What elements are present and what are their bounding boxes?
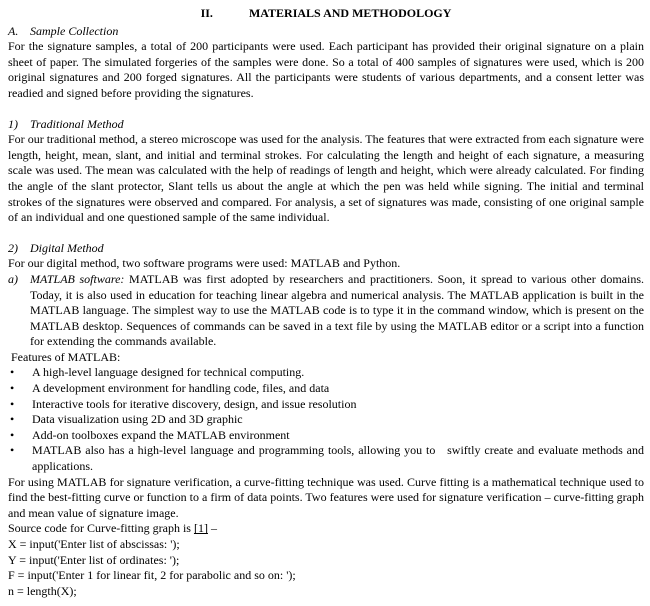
matlab-software-label: MATLAB software: xyxy=(30,271,125,286)
subsection-heading-traditional xyxy=(8,117,644,133)
subsection-letter: A. xyxy=(8,23,19,38)
bullet-icon: • xyxy=(10,412,15,427)
subsection-number: 1) xyxy=(8,116,18,131)
subsection-number: 2) xyxy=(8,240,18,255)
spacer xyxy=(8,102,644,117)
code-line: X = input('Enter list of abscissas: '); xyxy=(8,537,180,551)
code-line: F = input('Enter 1 for linear fit, 2 for parabolic and so on: '); xyxy=(8,568,296,583)
bullet-icon: • xyxy=(10,396,15,411)
list-item: • Add-on toolboxes expand the MATLAB environment xyxy=(10,427,290,442)
verification-paragraph: For using MATLAB for signature verification, a curve-fitting technique was used. Curve fitting is a mathematical technique used to find the best-fitting curve or function to a firm of data points. Two features were used for signature verification – curve-fitting graph and mean value of signature image. xyxy=(8,474,644,520)
list-item: • MATLAB also has a high-level language and programming tools, allowing you to swiftly create and evaluate methods and applications. xyxy=(10,443,647,474)
list-item: • Data visualization using 2D and 3D graphic xyxy=(10,412,243,427)
section-heading xyxy=(8,6,644,22)
subsection-title: Sample Collection xyxy=(30,23,119,38)
section-title: MATERIALS AND METHODOLOGY xyxy=(248,6,452,20)
bullet-icon: • xyxy=(10,381,15,396)
reference-link[interactable]: [1] xyxy=(193,521,208,536)
matlab-software-item xyxy=(8,272,644,350)
subsection-heading-digital xyxy=(8,241,644,257)
code-line: Y = input('Enter list of ordinates: '); xyxy=(8,552,180,567)
bullet-icon: • xyxy=(10,427,15,442)
sample-collection-paragraph: For the signature samples, a total of 200 participants were used. Each participant has provided their original signature on a plain sheet of paper. The simulated forgeries of the samples were done. So a total of 400 samples of signatures were used, which is 200 original signatures and 200 forged signatures. All the participants were students of various departments, and a consent letter was readied and signed before providing the signatures. xyxy=(8,39,644,100)
features-list xyxy=(8,365,647,474)
item-marker: a) xyxy=(8,271,18,286)
matlab-software-description: MATLAB was first adopted by researchers and practitioners. Soon, it spread to various other domains. Today, it is also used in education for teaching linear algebra and numerical analysis. The MATLAB application is built in the MATLAB language. The simplest way to use the MATLAB code is to type it in the command window, which is present on the MATLAB desktop. Sequences of commands can be saved in a text file by using the MATLAB editor or a script into a function for extending the commands available. xyxy=(30,271,644,349)
source-code-caption: Source code for Curve-fitting graph is [1] – xyxy=(8,521,217,536)
matlab-software-text xyxy=(30,272,644,350)
bullet-icon: • xyxy=(10,365,15,380)
code-line: n = length(X); xyxy=(8,583,77,598)
bullet-icon: • xyxy=(10,443,15,458)
subsection-heading-sample-collection xyxy=(8,24,644,40)
list-item: • A high-level language designed for technical computing. xyxy=(10,365,305,380)
list-item: • A development environment for handling code, files, and data xyxy=(10,381,330,396)
digital-method-intro: For our digital method, two software programs were used: MATLAB and Python. xyxy=(8,256,401,271)
subsection-title: Digital Method xyxy=(30,240,104,255)
spacer xyxy=(8,226,644,241)
traditional-method-paragraph: For our traditional method, a stereo microscope was used for the analysis. The features that were extracted from each signature were length, height, mean, slant, and initial and terminal strokes. For calculating the length and height of each signature, a measuring scale was used. The mean was calculated with the help of readings of length and height, which were already calculated. For finding the angle of the slant protector, Slant tells us about the angle at which the pen was held while signing. The initial and terminal strokes of the signatures were observed and compared. For analysis, a set of signatures was made, consisting of one original sample of an individual and one questioned sample of the same individual. xyxy=(8,132,644,225)
subsection-title: Traditional Method xyxy=(30,116,124,131)
features-heading: Features of MATLAB: xyxy=(8,349,121,364)
list-item: • Interactive tools for iterative discovery, design, and issue resolution xyxy=(10,396,357,411)
section-number: II. xyxy=(200,6,213,20)
